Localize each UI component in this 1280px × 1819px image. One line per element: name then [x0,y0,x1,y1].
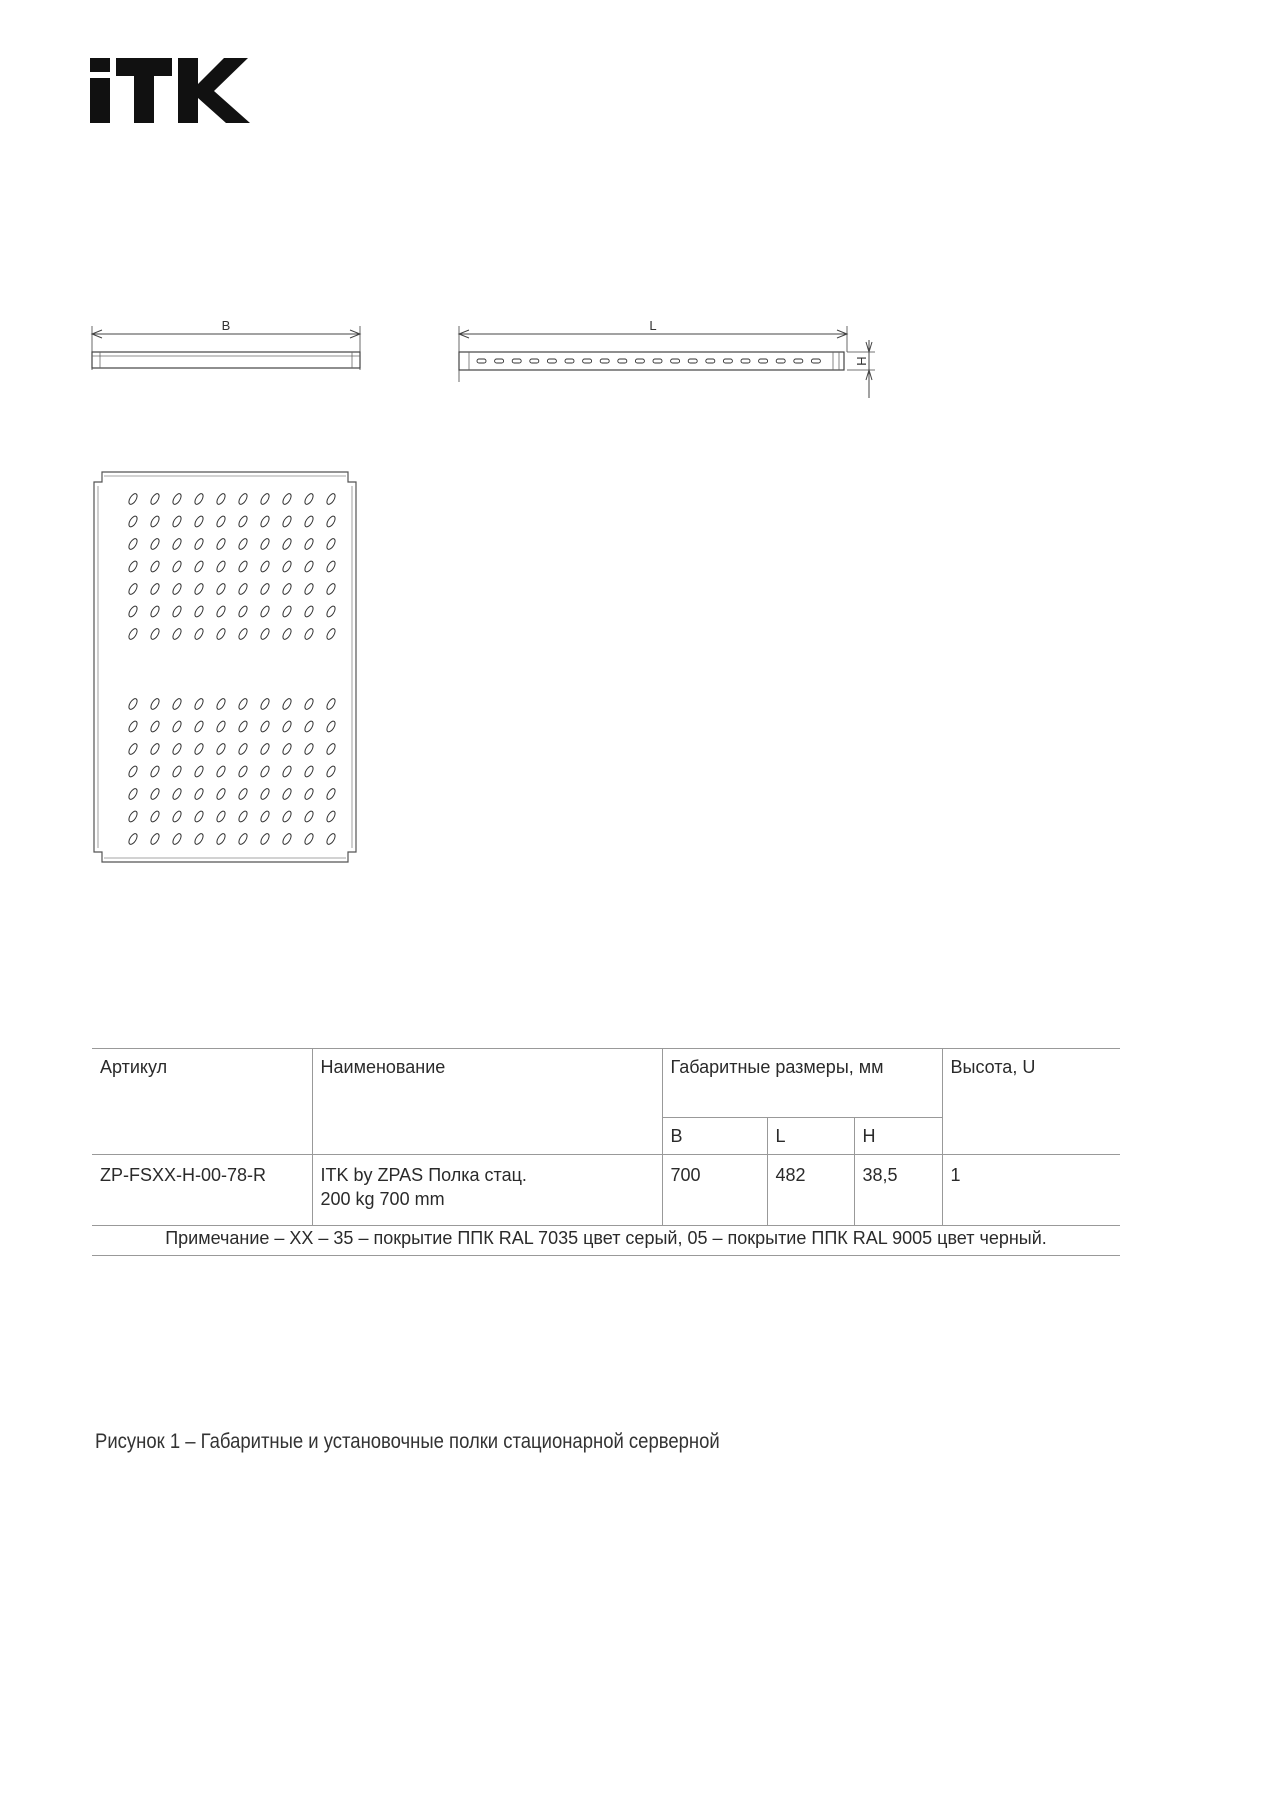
perforation-hole [171,582,182,595]
perforation-hole [325,742,336,755]
perforation-hole [149,697,160,710]
side-slot [794,359,803,363]
perforation-hole [281,492,292,505]
perforation-hole [215,720,226,733]
dim-label-h: H [854,356,869,366]
header-dim-h: H [854,1118,942,1155]
perforation-hole [259,605,270,618]
perforation-hole [259,492,270,505]
side-slot [811,359,820,363]
perforation-hole [193,742,204,755]
cell-article: ZP-FSXX-H-00-78-R [92,1155,312,1226]
side-slot [583,359,592,363]
perforation-hole [171,605,182,618]
perforation-hole [325,605,336,618]
cell-name-line1: ITK by ZPAS Полка стац. [320,1165,527,1185]
header-article: Артикул [92,1049,312,1155]
perforation-hole [149,492,160,505]
perforation-hole [281,742,292,755]
perforation-hole [193,537,204,550]
side-slot [600,359,609,363]
perforation-hole [281,605,292,618]
perforation-hole [171,560,182,573]
perforation-hole [259,765,270,778]
side-slot [759,359,768,363]
perforation-hole [127,582,138,595]
side-slot [565,359,574,363]
perforation-hole [237,537,248,550]
table-row [92,1155,1120,1226]
header-dimensions: Габаритные размеры, мм [662,1049,942,1118]
perforation-hole [149,627,160,640]
perforation-hole [127,627,138,640]
cell-name-line2: 200 kg 700 mm [320,1189,445,1210]
perforation-hole [325,582,336,595]
perforation-hole [193,765,204,778]
perforation-hole [127,742,138,755]
perforation-hole [281,720,292,733]
top-view-drawing [90,470,360,870]
perforation-hole [325,832,336,845]
perforation-hole [149,810,160,823]
side-slot [723,359,732,363]
perforation-hole [127,832,138,845]
itk-logo [90,58,250,123]
perforation-hole [325,810,336,823]
perforation-hole [325,627,336,640]
perforation-hole [259,697,270,710]
perforation-hole [259,742,270,755]
perforation-hole [325,765,336,778]
perforation-hole [127,515,138,528]
perforation-hole [281,537,292,550]
perforation-hole [127,810,138,823]
perforation-hole [303,832,314,845]
perforation-hole [193,697,204,710]
perforation-hole [215,832,226,845]
perforation-hole [171,492,182,505]
perforation-hole [193,810,204,823]
perforation-hole [281,697,292,710]
perforation-hole [149,537,160,550]
perforation-hole [303,582,314,595]
perforation-hole [171,537,182,550]
header-dim-b: B [662,1118,767,1155]
side-slot [706,359,715,363]
side-slot [671,359,680,363]
perforation-hole [149,832,160,845]
perforation-hole [259,627,270,640]
perforation-hole [193,492,204,505]
dim-label-l: L [649,318,657,333]
perforation-hole [303,765,314,778]
perforation-hole [303,515,314,528]
cell-name [312,1155,662,1226]
side-slot [495,359,504,363]
perforation-hole [215,810,226,823]
perforation-hole [215,605,226,618]
perforation-hole [237,787,248,800]
header-dim-l: L [767,1118,854,1155]
perforation-hole [303,720,314,733]
side-slot [477,359,486,363]
perforation-hole [325,515,336,528]
perforation-hole [237,605,248,618]
perforation-hole [215,492,226,505]
perforation-hole [127,560,138,573]
perforation-hole [259,832,270,845]
perforation-hole [281,810,292,823]
perforation-hole [171,515,182,528]
perforation-hole [281,765,292,778]
perforation-hole [193,560,204,573]
perforation-hole [281,787,292,800]
perforation-hole [127,697,138,710]
perforation-hole [281,627,292,640]
side-view-b-drawing [88,312,368,392]
perforation-hole [193,605,204,618]
cell-l: 482 [767,1155,854,1226]
perforation-hole [281,832,292,845]
perforation-hole [215,765,226,778]
perforation-hole [281,560,292,573]
cell-b: 700 [662,1155,767,1226]
perforation-hole [215,515,226,528]
perforation-hole [281,515,292,528]
perforation-hole [237,627,248,640]
perforation-hole [171,720,182,733]
perforation-hole [215,627,226,640]
perforation-hole [127,720,138,733]
perforation-hole [325,697,336,710]
perforation-hole [303,537,314,550]
perforation-hole [171,810,182,823]
perforation-hole [215,787,226,800]
figure-caption: Рисунок 1 – Габаритные и установочные полки стационарной серверной [95,1430,720,1453]
perforation-hole [303,492,314,505]
perforation-hole [171,697,182,710]
side-slot [776,359,785,363]
perforation-hole [171,627,182,640]
perforation-hole [303,742,314,755]
perforation-hole [149,605,160,618]
perforation-hole [237,697,248,710]
perforation-hole [237,492,248,505]
perforation-hole [127,787,138,800]
side-slot [530,359,539,363]
perforation-hole [149,560,160,573]
perforation-hole [149,515,160,528]
perforation-hole [303,560,314,573]
perforation-hole [127,537,138,550]
perforation-hole [259,810,270,823]
perforation-hole [259,537,270,550]
perforation-hole [193,832,204,845]
side-slot [741,359,750,363]
perforation-hole [281,582,292,595]
dim-label-b: B [221,318,231,333]
perforation-hole [171,765,182,778]
perforation-hole [325,787,336,800]
perforation-hole [303,787,314,800]
perforation-hole [325,492,336,505]
perforation-hole [127,765,138,778]
side-slot [547,359,556,363]
perforation-hole [259,787,270,800]
cell-height: 1 [942,1155,1120,1226]
perforation-hole [193,627,204,640]
side-slot [635,359,644,363]
side-slot [618,359,627,363]
perforation-hole [171,832,182,845]
spec-table [92,1048,1120,1256]
header-name: Наименование [312,1049,662,1155]
perforation-hole [193,720,204,733]
perforation-hole [149,787,160,800]
perforation-hole [237,765,248,778]
perforation-hole [215,697,226,710]
perforation-hole [171,742,182,755]
perforation-hole [237,560,248,573]
perforation-hole [237,515,248,528]
perforation-hole [325,537,336,550]
perforation-hole [237,582,248,595]
perforation-hole [215,560,226,573]
perforation-hole [127,492,138,505]
perforation-hole [303,605,314,618]
perforation-hole [193,787,204,800]
side-slot [653,359,662,363]
perforation-hole [149,742,160,755]
perforation-hole [325,560,336,573]
perforation-hole [303,627,314,640]
perforation-hole [303,810,314,823]
cell-h: 38,5 [854,1155,942,1226]
perforation-hole [259,720,270,733]
perforation-hole [127,605,138,618]
perforation-hole [259,560,270,573]
perforation-hole [259,582,270,595]
perforation-hole [237,742,248,755]
perforation-hole [149,582,160,595]
perforation-hole [193,515,204,528]
perforation-hole [149,720,160,733]
perforation-hole [325,720,336,733]
perforation-hole [303,697,314,710]
perforation-hole [149,765,160,778]
perforation-hole [171,787,182,800]
perforation-hole [193,582,204,595]
perforation-hole [237,720,248,733]
header-height: Высота, U [942,1049,1120,1155]
perforation-hole [237,810,248,823]
table-note: Примечание – XX – 35 – покрытие ППК RAL 7035 цвет серый, 05 – покрытие ППК RAL 9005 цвет черный. [92,1226,1120,1256]
perforation-hole [259,515,270,528]
side-view-l-drawing [455,312,885,412]
perforation-hole [215,537,226,550]
perforation-hole [237,832,248,845]
perforation-hole [215,582,226,595]
side-slot [688,359,697,363]
perforation-hole [215,742,226,755]
side-slot [512,359,521,363]
